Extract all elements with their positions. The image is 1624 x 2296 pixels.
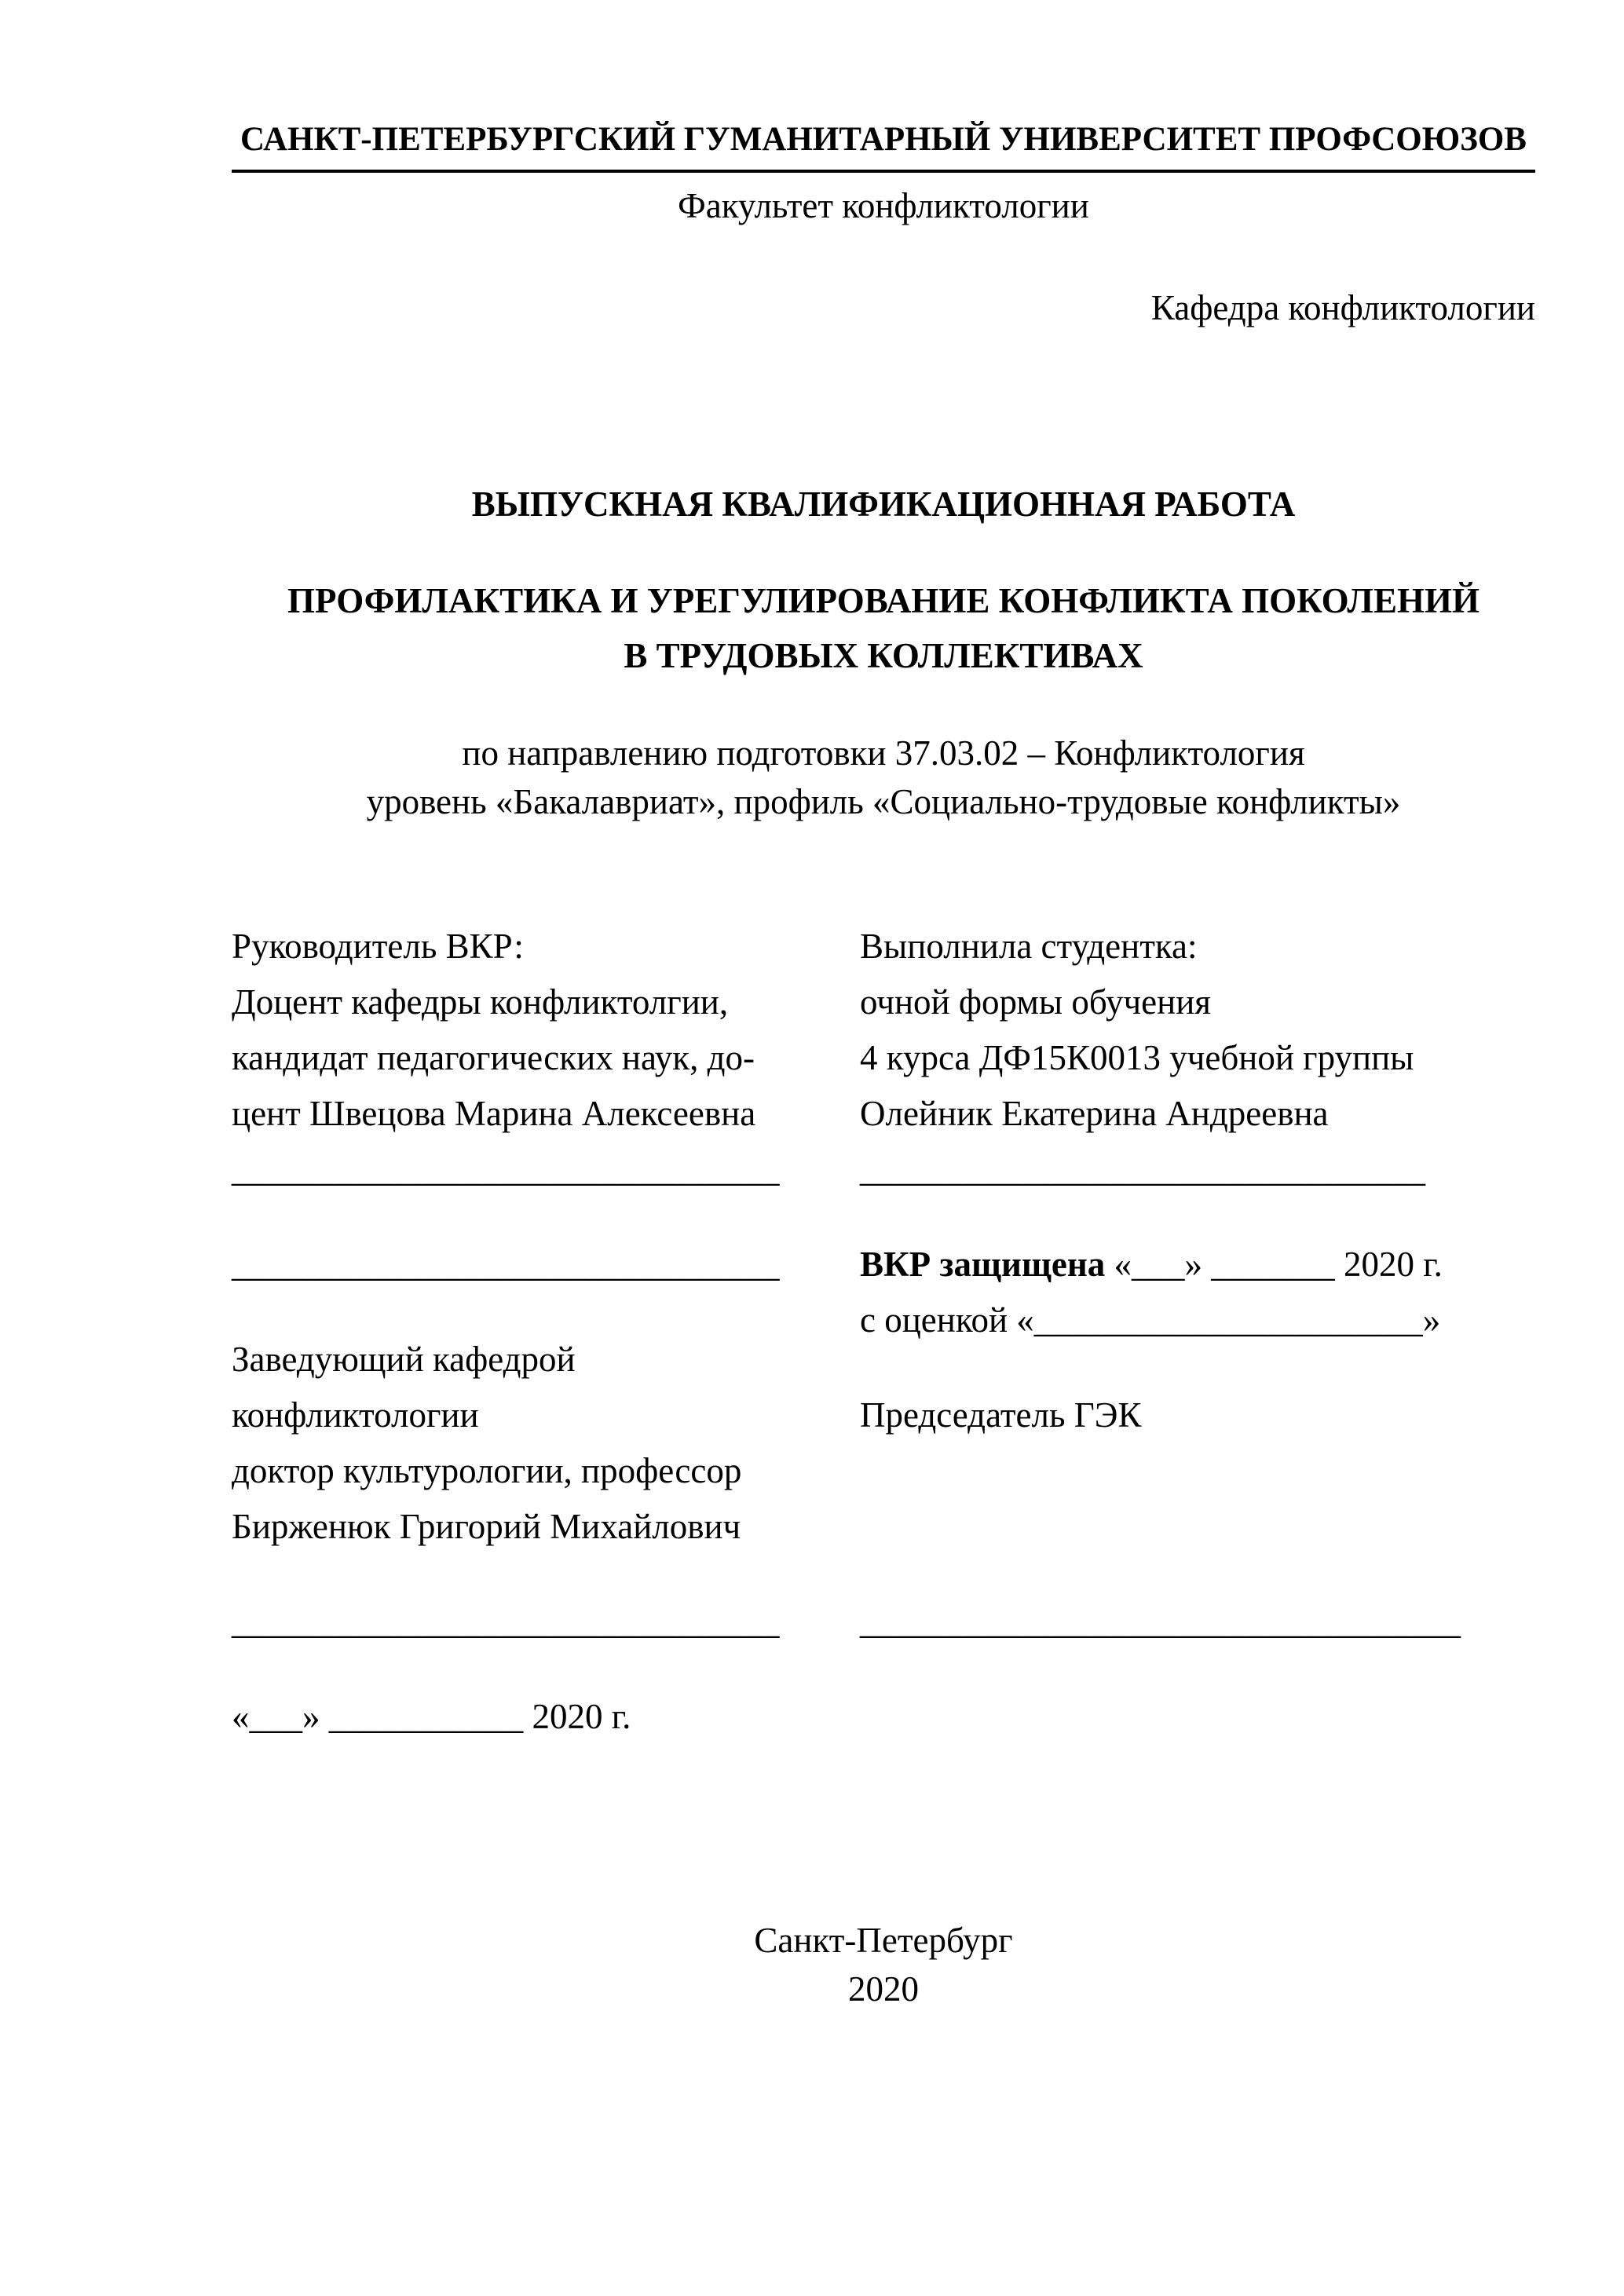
- department-head-line: Бирженюк Григорий Михайлович: [232, 1506, 741, 1546]
- university-name: САНКТ-ПЕТЕРБУРГСКИЙ ГУМАНИТАРНЫЙ УНИВЕРСИТЕТ ПРОФСОЮЗОВ: [240, 121, 1527, 158]
- chairman-signature-line: __________________________________: [860, 1601, 1461, 1641]
- defense-date-rest: «___» _______ 2020 г.: [1105, 1244, 1443, 1284]
- work-type-heading: ВЫПУСКНАЯ КВАЛИФИКАЦИОННАЯ РАБОТА: [471, 484, 1296, 524]
- vertical-gap: [232, 1292, 809, 1332]
- program-direction-line: по направлению подготовки 37.03.02 – Конфликтология: [462, 733, 1305, 773]
- vertical-gap: [860, 1197, 1535, 1237]
- vertical-gap: [860, 1348, 1535, 1387]
- department-head-line: доктор культурологии, профессор: [232, 1450, 742, 1490]
- student-label: Выполнила студентка:: [860, 926, 1198, 966]
- thesis-title-line-1: ПРОФИЛАКТИКА И УРЕГУЛИРОВАНИЕ КОНФЛИКТА ПОКОЛЕНИЙ: [287, 580, 1480, 620]
- thesis-title-line-2: В ТРУДОВЫХ КОЛЛЕКТИВАХ: [624, 635, 1143, 675]
- vertical-gap: [232, 1555, 809, 1594]
- student-info-line: 4 курса ДФ15К0013 учебной группы: [860, 1037, 1414, 1077]
- chairman-label: Председатель ГЭК: [860, 1395, 1142, 1435]
- program-level-line: уровень «Бакалавриат», профиль «Социально-трудовые конфликты»: [366, 781, 1401, 821]
- supervisor-info-line: Доцент кафедры конфликтолгии,: [232, 982, 729, 1022]
- department-head-signature-line: _______________________________: [232, 1601, 780, 1641]
- supervisor-column: [232, 919, 809, 1745]
- supervisor-signature-line-2: _______________________________: [232, 1244, 780, 1284]
- supervisor-signature-line: _______________________________: [232, 1149, 780, 1189]
- thesis-title: [232, 573, 1535, 683]
- footer: [232, 1916, 1535, 2013]
- university-header: [232, 118, 1535, 173]
- department-head-line: конфликтологии: [232, 1395, 479, 1435]
- student-info-line: очной формы обучения: [860, 982, 1211, 1022]
- supervisor-info-line: цент Швецова Марина Алексеевна: [232, 1093, 756, 1133]
- city-line: Санкт-Петербург: [754, 1921, 1013, 1960]
- supervisor-label: Руководитель ВКР:: [232, 926, 524, 966]
- vertical-gap: [232, 1650, 809, 1689]
- defense-label-bold: ВКР защищена: [860, 1244, 1106, 1284]
- signature-columns: [232, 919, 1535, 1745]
- student-info-line: Олейник Екатерина Андреевна: [860, 1093, 1329, 1133]
- vertical-gap: [232, 1197, 809, 1237]
- date-line: «___» ___________ 2020 г.: [232, 1696, 631, 1736]
- year-line: 2020: [848, 1969, 919, 2009]
- program-info: [232, 729, 1535, 826]
- department-line: Кафедра конфликтологии: [1150, 287, 1535, 327]
- supervisor-info-line: кандидат педагогических наук, до-: [232, 1037, 755, 1077]
- faculty-line: Факультет конфликтологии: [678, 185, 1089, 225]
- vertical-spacer: [860, 1443, 1535, 1594]
- student-signature-line: ________________________________: [860, 1149, 1425, 1189]
- department-head-line: Заведующий кафедрой: [232, 1339, 576, 1379]
- defense-line: [860, 1237, 1535, 1292]
- student-column: [860, 919, 1535, 1745]
- grade-line: с оценкой «______________________»: [860, 1300, 1441, 1340]
